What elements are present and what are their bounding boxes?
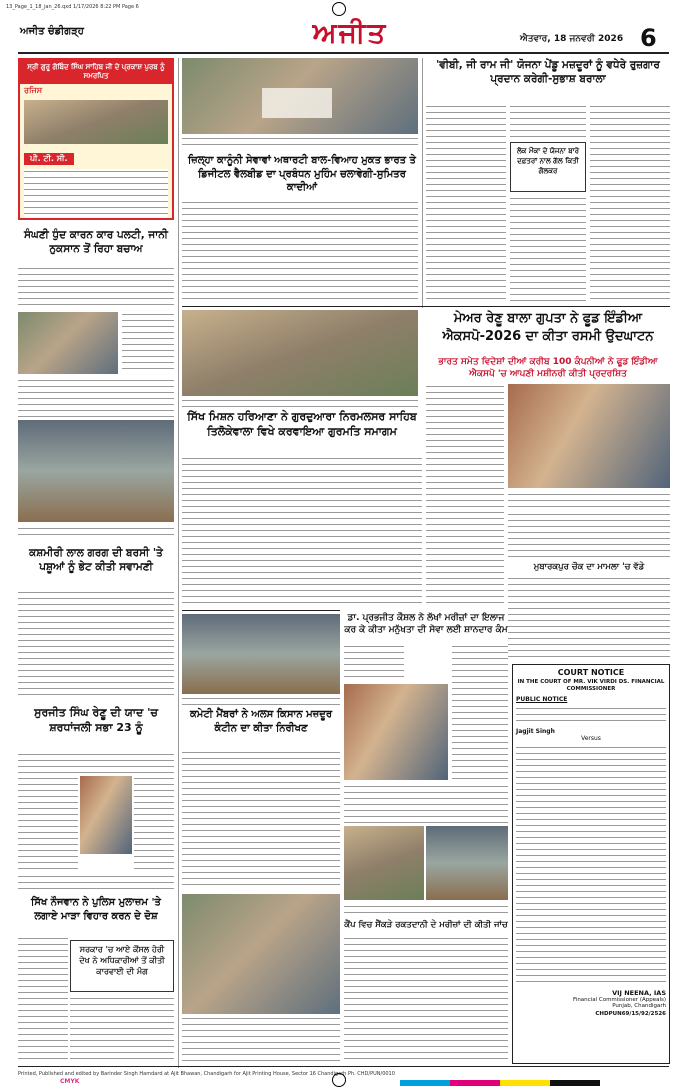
doctor-photo bbox=[344, 684, 448, 780]
vb-text-col-2 bbox=[510, 104, 586, 140]
section-rule bbox=[182, 306, 670, 307]
color-bar bbox=[400, 1080, 600, 1086]
sikh-youth-text-2 bbox=[70, 996, 174, 1064]
crowd-photo bbox=[182, 894, 340, 1014]
mayor-subhead: ਭਾਰਤ ਸਮੇਤ ਵਿਦੇਸ਼ਾਂ ਦੀਆਂ ਕਰੀਬ 100 ਕੰਪਨੀਆਂ ਨੇ ਫੂਡ ਇੰਡੀਆ ਐਕਸਪੋ 'ਚ ਆਪਣੀ ਮਸ਼ੀਨਰੀ ਕੀਤੀ ਪ੍ਰਦਰਸ਼ਿਤ bbox=[438, 357, 658, 380]
mayor-text-col-2 bbox=[508, 512, 670, 562]
camp-photo-caption bbox=[344, 904, 508, 916]
footer-rule bbox=[18, 1066, 669, 1067]
ad-title: ਸ੍ਰੀ ਗੁਰੂ ਗੋਬਿੰਦ ਸਿੰਘ ਸਾਹਿਬ ਜੀ ਦੇ ਪ੍ਰਕਾਸ਼ ਪੁਰਬ ਨੂੰ ਸਮਰਪਿਤ bbox=[20, 60, 172, 84]
mayor-headline: ਮੇਅਰ ਰੇਣੂ ਬਾਲਾ ਗੁਪਤਾ ਨੇ ਫੂਡ ਇੰਡੀਆ ਐਕਸਪੋ-2026 ਦਾ ਕੀਤਾ ਰਸਮੀ ਉਦਘਾਟਨ bbox=[442, 311, 654, 344]
court-name: IN THE COURT OF MR. VIK VIRDI DS. FINANCIAL COMMISSIONER bbox=[517, 679, 665, 692]
top-photo-caption bbox=[182, 136, 418, 150]
camp-text bbox=[344, 936, 508, 1062]
surjit-portrait bbox=[80, 776, 132, 854]
header-rule bbox=[18, 52, 669, 54]
ad-box bbox=[18, 58, 174, 220]
cmyk-label: CMYK bbox=[60, 1078, 80, 1085]
column-rule bbox=[178, 58, 179, 1068]
ad-image bbox=[24, 100, 168, 144]
surjit-headline: ਸੁਰਜੀਤ ਸਿੰਘ ਰੇਣੂ ਦੀ ਯਾਦ 'ਚ ਸ਼ਰਧਾਂਜਲੀ ਸਭਾ 23 ਨੂੰ bbox=[34, 706, 158, 734]
ad-tag: ਪੀ. ਟੀ. ਸੀ. bbox=[24, 153, 74, 165]
car-accident-text bbox=[18, 266, 174, 310]
court-ref: CHDPUN69/15/92/2526 bbox=[595, 1011, 666, 1017]
vb-text-col-4 bbox=[590, 104, 670, 304]
top-group-photo bbox=[182, 58, 418, 134]
sikh-youth-headline: ਸਿੱਖ ਨੌਜਵਾਨ ਨੇ ਪੁਲਿਸ ਮੁਲਾਜ਼ਮ 'ਤੇ ਲਗਾਏ ਮਾੜਾ ਵਿਹਾਰ ਕਰਨ ਦੇ ਦੋਸ਼ bbox=[31, 897, 161, 922]
committee-caption bbox=[182, 696, 340, 706]
legal-services-text bbox=[182, 200, 418, 300]
vb-text-col-3 bbox=[510, 196, 586, 304]
ad-subtitle: ਰਜਿਸ bbox=[24, 86, 43, 95]
paper-city: ਅਜੀਤ ਚੰਡੀਗੜ੍ਹ bbox=[20, 26, 84, 37]
camp-photo-1 bbox=[344, 826, 424, 900]
masthead-logo: ਅਜੀਤ bbox=[312, 16, 388, 49]
mayor-photo-caption bbox=[508, 492, 670, 508]
banner-shape bbox=[262, 88, 332, 118]
section-rule bbox=[182, 610, 340, 611]
camp-photo-2 bbox=[426, 826, 508, 900]
doctor-text-2 bbox=[452, 644, 508, 780]
registration-mark-bottom bbox=[332, 1073, 346, 1087]
ad-body-text bbox=[24, 169, 168, 217]
court-notice-heading: PUBLIC NOTICE bbox=[516, 696, 568, 703]
vb-g-ram-g-headline: 'ਵੀਬੀ, ਜੀ ਰਾਮ ਜੀ' ਯੋਜਨਾ ਪੇਂਡੂ ਮਜ਼ਦੂਰਾਂ ਨੂੰ ਵਧੇਰੇ ਰੁਜ਼ਗਾਰ ਪ੍ਰਦਾਨ ਕਰੇਗੀ-ਸੁਭਾਸ਼ ਬਰਾਲਾ bbox=[436, 59, 660, 86]
sikh-mission-text bbox=[182, 456, 422, 606]
column-rule bbox=[422, 58, 423, 308]
vb-text-col-1 bbox=[426, 104, 506, 304]
committee-photo bbox=[182, 614, 340, 694]
court-signatory-title: Financial Commissioner (Appeals) bbox=[573, 997, 666, 1003]
doctor-text bbox=[344, 644, 404, 682]
camp-headline: ਕੈਂਪ ਵਿਚ ਸੈਂਕੜੇ ਰਕਤਦਾਨੀ ਦੇ ਮਰੀਜ਼ਾਂ ਦੀ ਕੀਤੀ ਜਾਂਚ bbox=[344, 920, 508, 930]
court-body bbox=[516, 745, 666, 985]
surjit-text-4 bbox=[18, 874, 174, 892]
surjit-text-3 bbox=[134, 776, 174, 872]
crowd-caption-text bbox=[182, 1016, 340, 1062]
court-party: Jagjit Singh bbox=[516, 728, 555, 735]
kashmiri-lal-text bbox=[18, 590, 174, 700]
mubarakpur-text bbox=[508, 576, 670, 660]
mayor-text-col-1 bbox=[426, 384, 504, 604]
footer-imprint: Printed, Published and edited by Barinder Singh Hamdard at Ajit Bhawan, Chandigarh for Ajit Printing House, Sector 16 Chandigarh Ph. CHD/PUN/0010 bbox=[18, 1071, 395, 1077]
doctor-headline: ਡਾ. ਪ੍ਰਭਜੀਤ ਕੌਸ਼ਲ ਨੇ ਲੱਖਾਂ ਮਰੀਜ਼ਾਂ ਦਾ ਇਲਾਜ ਕਰ ਕੇ ਕੀਤਾ ਮਨੁੱਖਤਾ ਦੀ ਸੇਵਾ ਲਈ ਸ਼ਾਨਦਾਰ ਕੰਮ bbox=[344, 613, 508, 636]
mayor-ribbon-photo bbox=[508, 384, 670, 488]
mubarakpur-headline: ਮੁਬਾਰਕਪੁਰ ਚੌਕ ਦਾ ਮਾਮਲਾ 'ਚ ਵੱਡੇ bbox=[533, 562, 645, 572]
kashmiri-lal-photo bbox=[18, 420, 174, 522]
committee-headline: ਕਮੇਟੀ ਮੈਂਬਰਾਂ ਨੇ ਅਲਸ ਕਿਸਾਨ ਮਜ਼ਦੂਰ ਕੰਟੀਨ ਦਾ ਕੀਤਾ ਨਿਰੀਖਣ bbox=[189, 709, 333, 734]
legal-services-headline: ਜ਼ਿਲ੍ਹਾ ਕਾਨੂੰਨੀ ਸੇਵਾਵਾਂ ਅਥਾਰਟੀ ਬਾਲ-ਵਿਆਹ ਮੁਕਤ ਭਾਰਤ ਤੇ ਡਿਜੀਟਲ ਵੈਲਬੀਡ ਦਾ ਪ੍ਰਬੰਧਨ ਮੁਹਿੰਮ ਚਲਾਵੇਗੀ-ਸੁਮਿਤਰ ਕਾਦੀਆਂ bbox=[188, 155, 416, 193]
car-accident-text-2 bbox=[122, 312, 174, 374]
court-notice-title: COURT NOTICE bbox=[557, 668, 625, 677]
surjit-text-2 bbox=[18, 776, 78, 872]
car-accident-photo bbox=[18, 312, 118, 374]
sikh-mission-headline: ਸਿੱਖ ਮਿਸ਼ਨ ਹਰਿਆਣਾ ਨੇ ਗੁਰਦੁਆਰਾ ਨਿਰਮਲਸਰ ਸਾਹਿਬ ਤਿਲੋਕੇਵਾਲਾ ਵਿਖੇ ਕਰਵਾਇਆ ਗੁਰਮਤਿ ਸਮਾਗਮ bbox=[187, 410, 417, 438]
car-accident-text-3 bbox=[18, 378, 174, 418]
court-text-1 bbox=[516, 706, 666, 726]
kashmiri-lal-headline: ਕਸ਼ਮੀਰੀ ਲਾਲ ਗਰਗ ਦੀ ਬਰਸੀ 'ਤੇ ਪਸ਼ੂਆਂ ਨੂੰ ਭੇਟ ਕੀਤੀ ਸਵਾਮਣੀ bbox=[29, 547, 163, 574]
registration-mark bbox=[332, 2, 346, 16]
sikh-youth-text bbox=[18, 936, 68, 1064]
sikh-youth-pullout: ਸਰਕਾਰ 'ਚ ਆਏ ਕੌਂਸਲ ਹੋਰੀ ਦੇਖ ਨੇ ਅਧਿਕਾਰੀਆਂ ਤੋਂ ਕੀਤੀ ਕਾਰਵਾਈ ਦੀ ਮੰਗ bbox=[70, 940, 174, 992]
page-number: 6 bbox=[640, 24, 657, 52]
issue-date: ਐਤਵਾਰ, 18 ਜਨਵਰੀ 2026 bbox=[520, 34, 624, 44]
doctor-text-3 bbox=[344, 784, 508, 824]
car-accident-headline: ਸੰਘਣੀ ਧੁੰਦ ਕਾਰਨ ਕਾਰ ਪਲਟੀ, ਜਾਨੀ ਨੁਕਸਾਨ ਤੋਂ ਰਿਹਾ ਬਚਾਅ bbox=[24, 229, 168, 256]
committee-text bbox=[182, 750, 340, 890]
court-notice bbox=[512, 664, 670, 1064]
surjit-text bbox=[18, 752, 174, 774]
vb-pullout: ਲੋਕ ਮੌਕਾ ਦੇ ਯੋਜਨਾ ਬਾਰੇ ਦਫ਼ਤਰਾਂ ਨਾਲ ਗੱਲ ਕਿਤੀ ਗੋਲਕਰ bbox=[510, 142, 586, 192]
mayor-group-caption bbox=[182, 398, 418, 408]
court-signatory: VIJ NEENA, IAS bbox=[612, 989, 666, 997]
mayor-group-photo bbox=[182, 310, 418, 396]
kashmiri-lal-caption bbox=[18, 526, 174, 540]
court-signatory-place: Punjab, Chandigarh bbox=[612, 1003, 666, 1009]
court-versus: Versus bbox=[581, 735, 601, 742]
print-slug: 13_Page_1_18_jan_26.qxd 1/17/2026 8:22 PM Page 6 bbox=[6, 4, 139, 10]
